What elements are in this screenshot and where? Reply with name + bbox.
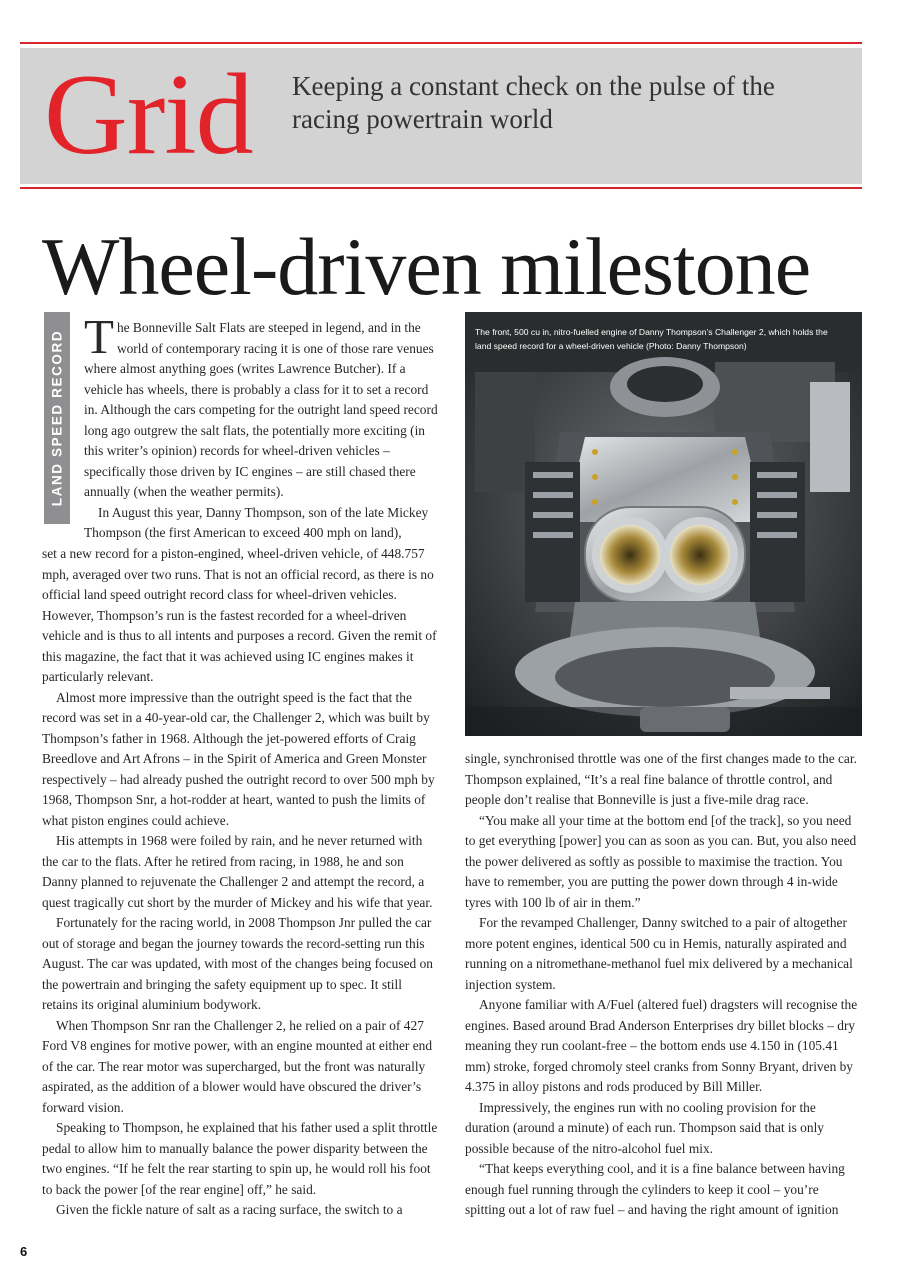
article-right-column <box>465 749 862 1221</box>
page-number: 6 <box>20 1244 28 1259</box>
right-paragraph: Impressively, the engines run with no cooling provision for the duration (around a minute) of each run. Thompson said that is only possible because of the nitro-alcohol fuel mix. <box>465 1099 824 1156</box>
top-red-rule <box>20 42 862 44</box>
category-label <box>44 312 70 524</box>
category-label-text: LAND SPEED RECORD <box>49 329 65 507</box>
right-paragraph: For the revamped Challenger, Danny switched to a pair of altogether more potent engines, identical 500 cu in Hemis, naturally aspirated and running on a nitromethane-methanol fuel mix delivered by a mechanical injection system. <box>465 915 853 992</box>
left-paragraph: His attempts in 1968 were foiled by rain, and he never returned with the car to the flats. After he retired from racing, in 1988, he and son Danny planned to rejuvenate the Challenger 2 and attempt the record, a quest tragically cut short by the murder of Mickey and his wife that year. <box>42 833 433 910</box>
article-left-column <box>42 544 440 1221</box>
right-paragraph: “That keeps everything cool, and it is a fine balance between having enough fuel running through the cylinders to keep it cool – you’re spitting out a lot of raw fuel – and having the right amount of ignition <box>465 1161 845 1217</box>
right-paragraph: “You make all your time at the bottom end [of the track], so you need to get everything [power] you can as soon as you can. But, you also need the power delivered as softly as possible to maximise the traction. You have to remember, you are putting the power down through 4 in-wide tyres with 100 lb of air in them.” <box>465 812 857 910</box>
paragraph-1 <box>84 309 440 503</box>
left-paragraph: Given the fickle nature of salt as a racing surface, the switch to a <box>56 1202 403 1217</box>
engine-photo <box>465 312 862 736</box>
engine-illustration <box>465 312 862 736</box>
paragraph-1-text: he Bonneville Salt Flats are steeped in legend, and in the world of contemporary racing it is one of those rare venues where almost anything goes (writes Lawrence Butcher). If a vehicle has wheels, there is probably a class for it to set a record in. Although the cars competing for the outright land speed record long ago outgrew the salt flats, the potentially more exciting (in this writer’s opinion) records for wheel-driven vehicles – specifically those driven by IC engines – are still chased there annually (when the weather permits). <box>84 320 438 499</box>
left-paragraph: Fortunately for the racing world, in 2008 Thompson Jnr pulled the car out of storage and began the journey towards the record-setting run this August. The car was updated, with most of the changes being focused on the powertrain and bringing the safety equipment up to spec. It still retains its original aluminium bodywork. <box>42 915 433 1012</box>
bottom-red-rule <box>20 187 862 189</box>
left-paragraph: Almost more impressive than the outright speed is the fact that the record was set in a 40-year-old car, the Challenger 2, which was built by Thompson’s father in 1968. Although the jet-powered efforts of Craig Breedlove and Art Afrons – in the Spirit of America and Green Monster respectively – had already pushed the outright record to over 500 mph by 1968, Thompson Snr, a hot-rodder at heart, wanted to push the limits of what piston engines could achieve. <box>42 689 435 828</box>
drop-cap: T <box>84 309 114 364</box>
photo-caption: The front, 500 cu in, nitro-fuelled engine of Danny Thompson’s Challenger 2, which holds the land speed record for a wheel-driven vehicle (Photo: Danny Thompson) <box>475 327 828 351</box>
section-title: Grid <box>44 51 253 179</box>
left-paragraph: When Thompson Snr ran the Challenger 2, he relied on a pair of 427 Ford V8 engines for motive power, with an engine mounted at either end of the car. The rear motor was supercharged, but the front was naturally aspirated, as the addition of a blower would have obscured the driver’s forward vision. <box>42 1017 433 1115</box>
paragraph-2-tail: set a new record for a piston-engined, wheel-driven vehicle, of 448.757 mph, averaged over two runs. That is not an official record, as there is no official land speed outright record class for wheel-driven vehicles. However, Thompson’s run is the fastest recorded for a wheel-driven vehicle and is thus to all intents and purposes a record. Given the remit of this magazine, the fact that it was achieved using IC engines makes it particularly relevant. <box>42 546 437 684</box>
left-paragraph: Speaking to Thompson, he explained that his father used a split throttle pedal to allow him to manually balance the power disparity between the two engines. “If he felt the rear starting to spin up, he would roll his foot to back the power [of the rear engine] off,” he said. <box>42 1120 438 1197</box>
article-intro <box>84 309 440 544</box>
right-paragraph: Anyone familiar with A/Fuel (altered fuel) dragsters will recognise the engines. Based around Brad Anderson Enterprises dry billet blocks – dry meaning they run coolant-free – the bottom ends use 4.150 in (105.41 mm) stroke, forged chromoly steel cranks from Sonny Bryant, driven by 4.375 in alloy pistons and rods produced by Bill Miller. <box>465 997 858 1094</box>
paragraph-2-head: In August this year, Danny Thompson, son of the late Mickey Thompson (the first American to exceed 400 mph on land), <box>84 504 429 540</box>
article-headline: Wheel-driven milestone <box>42 221 811 312</box>
section-tagline: Keeping a constant check on the pulse of the racing powertrain world <box>292 71 775 134</box>
right-paragraph: single, synchronised throttle was one of the first changes made to the car. Thompson explained, “It’s a real fine balance of throttle control, and people don’t realise that Bonneville is just a five-mile drag race. <box>465 751 857 807</box>
header-band <box>20 48 862 184</box>
